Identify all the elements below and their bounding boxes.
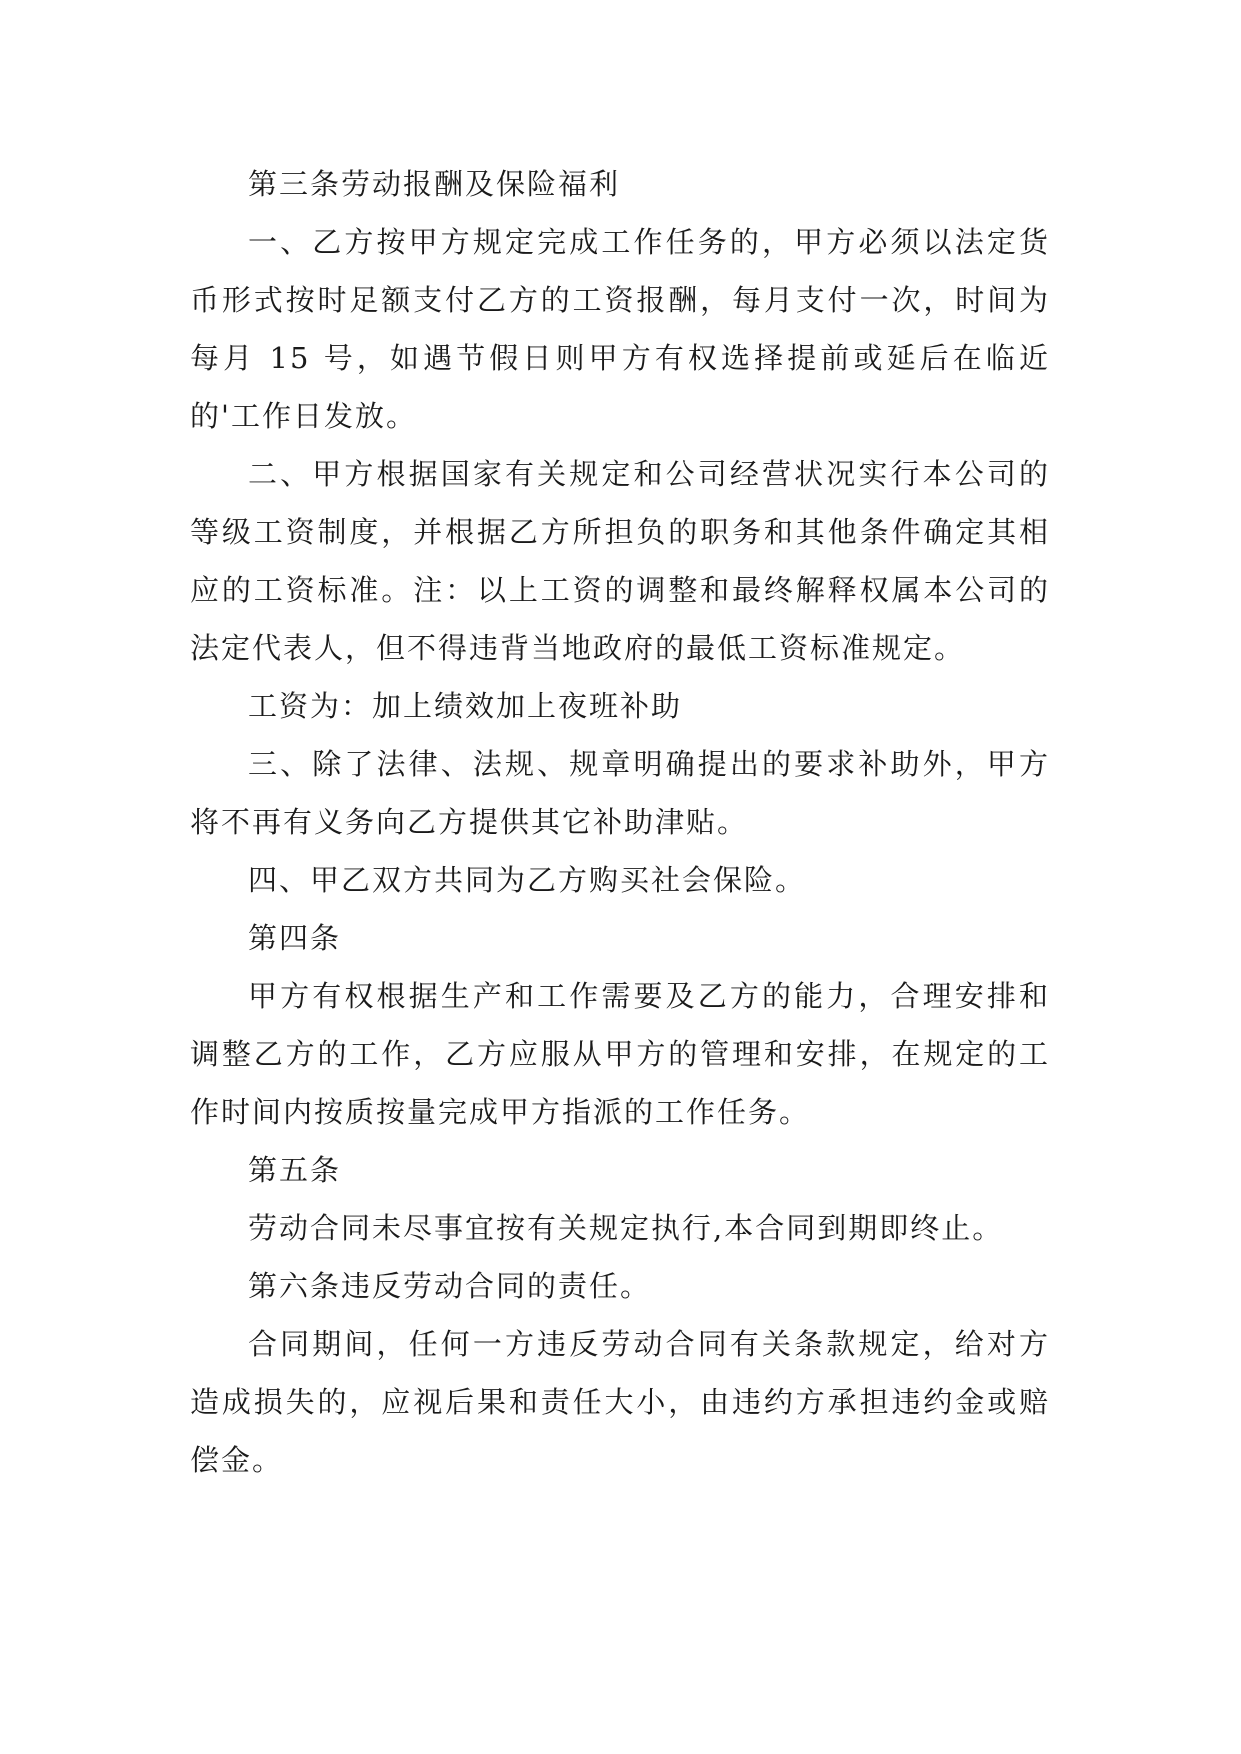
document-body — [190, 155, 1050, 1489]
article-4-heading: 第四条 — [248, 921, 342, 955]
salary-composition: 工资为：加上绩效加上夜班补助 — [248, 689, 683, 723]
article-4-body: 甲方有权根据生产和工作需要及乙方的能力，合理安排和调整乙方的工作，乙方应服从甲方的管理和安排，在规定的工作时间内按质按量完成甲方指派的工作任务。 — [190, 979, 1050, 1129]
article-3-clause-1: 一、乙方按甲方规定完成工作任务的，甲方必须以法定货币形式按时足额支付乙方的工资报酬，每月支付一次，时间为每月 15 号，如遇节假日则甲方有权选择提前或延后在临近的'工作日发放。 — [190, 225, 1050, 433]
article-3-clause-4: 四、甲乙双方共同为乙方购买社会保险。 — [248, 863, 807, 897]
article-5-body: 劳动合同未尽事宜按有关规定执行,本合同到期即终止。 — [248, 1211, 1004, 1245]
article-6-body: 合同期间，任何一方违反劳动合同有关条款规定，给对方造成损失的，应视后果和责任大小，由违约方承担违约金或赔偿金。 — [190, 1327, 1050, 1477]
article-3-heading: 第三条劳动报酬及保险福利 — [248, 167, 621, 201]
article-3-clause-3: 三、除了法律、法规、规章明确提出的要求补助外，甲方将不再有义务向乙方提供其它补助津贴。 — [190, 747, 1050, 839]
article-3-clause-2: 二、甲方根据国家有关规定和公司经营状况实行本公司的等级工资制度，并根据乙方所担负的职务和其他条件确定其相应的工资标准。注：以上工资的调整和最终解释权属本公司的法定代表人，但不得违背当地政府的最低工资标准规定。 — [190, 457, 1050, 665]
article-5-heading: 第五条 — [248, 1153, 342, 1187]
article-6-heading: 第六条违反劳动合同的责任。 — [248, 1269, 652, 1303]
